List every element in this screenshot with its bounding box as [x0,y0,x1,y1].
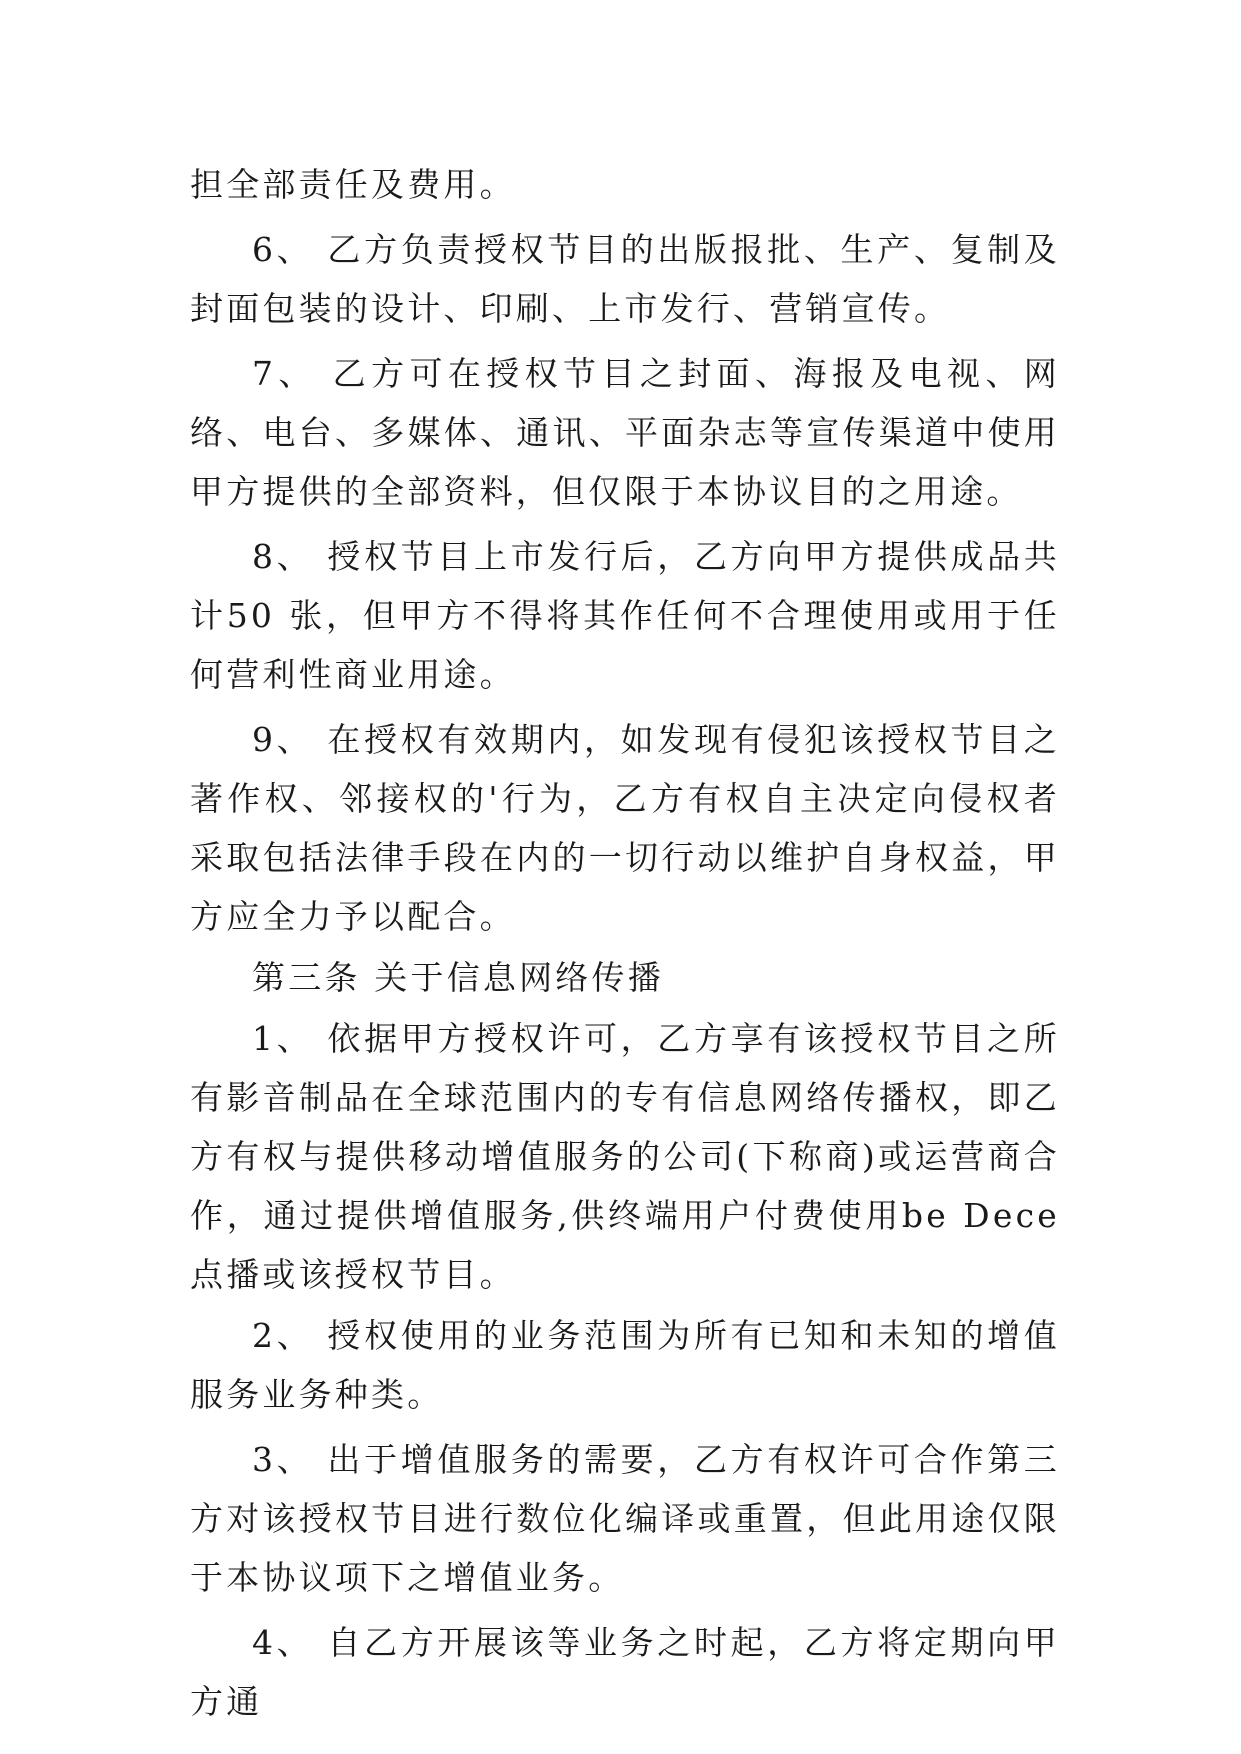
paragraph-clause-1: 1、 依据甲方授权许可，乙方享有该授权节目之所有影音制品在全球范围内的专有信息网络传播权，即乙方有权与提供移动增值服务的公司(下称商)或运营商合作，通过提供增值服务,供终端用户付费使用be Dece点播或该授权节目。 [190,1019,1060,1294]
paragraph-clause-3: 3、 出于增值服务的需要，乙方有权许可合作第三方对该授权节目进行数位化编译或重置，但此用途仅限于本协议项下之增值业务。 [190,1440,1060,1597]
document-body [190,155,1060,1731]
paragraph-continuation: 担全部责任及费用。 [190,165,516,204]
paragraph-item-8: 8、 授权节目上市发行后，乙方向甲方提供成品共计50 张，但甲方不得将其作任何不合理使用或用于任何营利性商业用途。 [190,537,1060,694]
paragraph-item-9: 9、 在授权有效期内，如发现有侵犯该授权节目之著作权、邻接权的'行为，乙方有权自主决定向侵权者采取包括法律手段在内的一切行动以维护自身权益，甲方应全力予以配合。 [190,720,1060,936]
paragraph-item-7: 7、 乙方可在授权节目之封面、海报及电视、网络、电台、多媒体、通讯、平面杂志等宣传渠道中使用甲方提供的全部资料，但仅限于本协议目的之用途。 [190,354,1060,511]
paragraph-clause-4: 4、 自乙方开展该等业务之时起，乙方将定期向甲方通 [190,1623,1060,1721]
paragraph-item-6: 6、 乙方负责授权节目的出版报批、生产、复制及封面包装的设计、印刷、上市发行、营销宣传。 [190,230,1060,328]
article-heading: 第三条 关于信息网络传播 [252,958,664,997]
paragraph-clause-2: 2、 授权使用的业务范围为所有已知和未知的增值服务业务种类。 [190,1316,1060,1414]
